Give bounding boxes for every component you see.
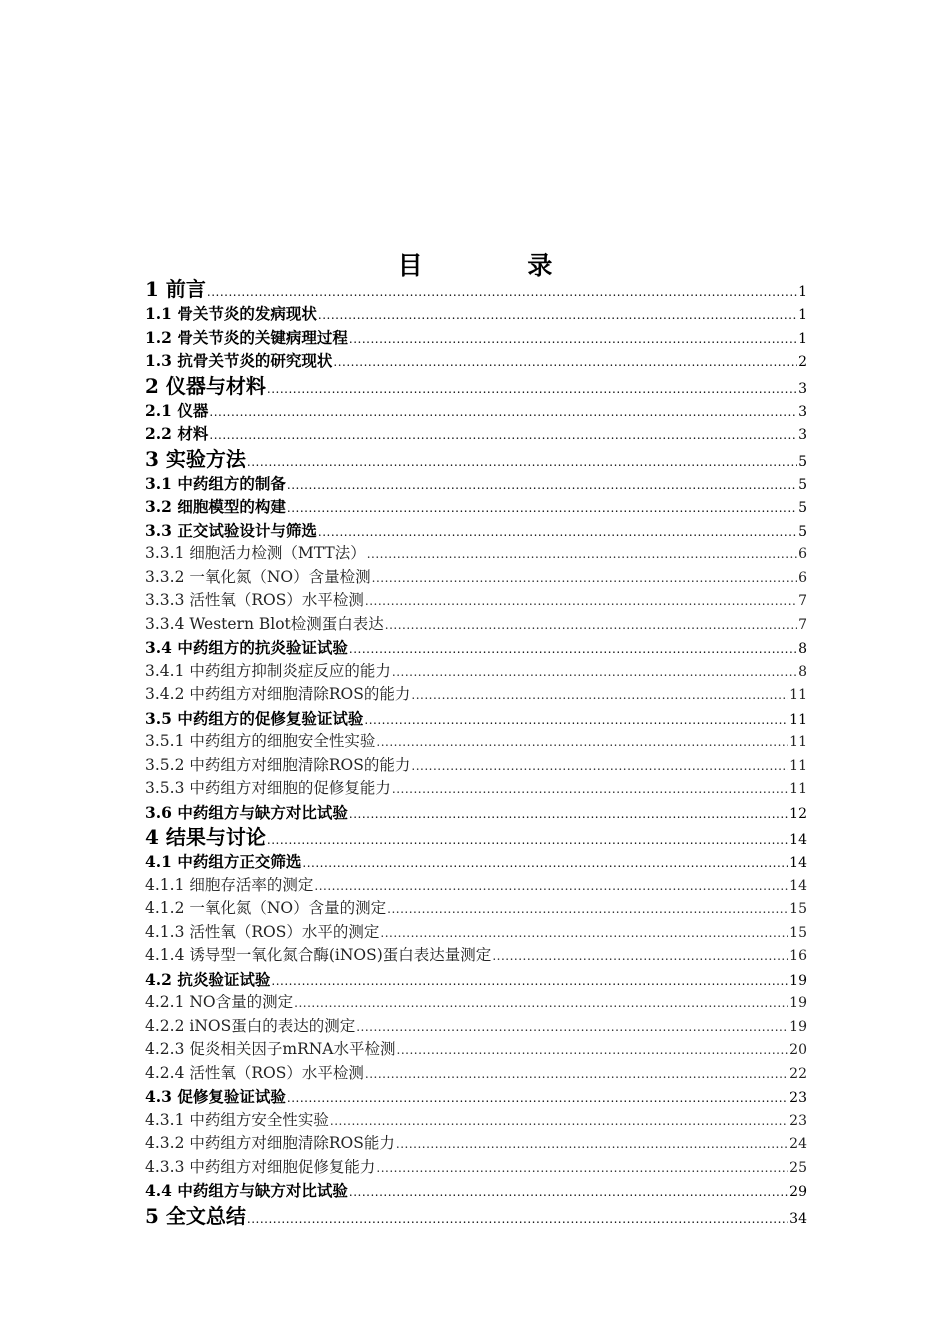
toc-entry[interactable] [145, 495, 807, 519]
toc-leader-dots [365, 1063, 788, 1086]
toc-entry[interactable] [145, 921, 807, 945]
toc-entry-page-number: 8 [798, 663, 807, 680]
toc-entry-page-number: 19 [789, 972, 807, 989]
toc-entry-page-number: 11 [789, 757, 807, 774]
toc-entry[interactable] [145, 349, 807, 373]
toc-entry-label: 3.6 中药组方与缺方对比试验 [145, 802, 348, 822]
toc-entry-page-number: 7 [798, 616, 807, 633]
toc-leader-dots [333, 351, 797, 373]
toc-entry[interactable] [145, 472, 807, 496]
toc-entry-page-number: 16 [789, 948, 807, 964]
toc-leader-dots [318, 304, 797, 326]
toc-leader-dots [287, 474, 797, 496]
toc-entry-label: 3.5.3 中药组方对细胞的促修复能力 [145, 779, 391, 797]
toc-leader-dots [294, 992, 788, 1015]
toc-entry-label: 1.1 骨关节炎的发病现状 [145, 304, 317, 323]
toc-entry-label: 2 仪器与材料 [145, 373, 266, 398]
toc-entry[interactable] [145, 422, 807, 446]
toc-entry[interactable] [145, 519, 807, 543]
toc-leader-dots [267, 827, 788, 850]
toc-leader-dots [396, 1133, 788, 1156]
toc-leader-dots [271, 970, 788, 992]
toc-entry-page-number: 3 [798, 380, 807, 397]
toc-entry-label: 4.1.2 一氧化氮（NO）含量的测定 [145, 899, 387, 917]
toc-entry-label: 3.4 中药组方的抗炎验证试验 [145, 638, 348, 657]
toc-entry[interactable] [145, 636, 807, 660]
toc-entry[interactable] [145, 660, 807, 684]
toc-entry-page-number: 1 [798, 330, 807, 347]
toc-entry-page-number: 19 [789, 1018, 807, 1035]
toc-leader-dots [267, 376, 797, 399]
toc-entry[interactable] [145, 589, 807, 613]
toc-entry-page-number: 3 [798, 427, 807, 443]
toc-entry-label: 3.3 正交试验设计与筛选 [145, 520, 317, 540]
toc-entry[interactable] [145, 1179, 807, 1203]
toc-leader-dots [392, 778, 788, 801]
toc-entry-label: 2.1 仪器 [145, 400, 209, 420]
toc-entry-page-number: 29 [789, 1184, 807, 1200]
toc-entry[interactable] [145, 991, 807, 1015]
toc-entry[interactable] [145, 1203, 807, 1229]
toc-entry-label: 4.3.2 中药组方对细胞清除ROS能力 [145, 1134, 395, 1152]
toc-entry[interactable] [145, 566, 807, 590]
toc-leader-dots [349, 803, 788, 825]
toc-entry-label: 4.2 抗炎验证试验 [145, 969, 271, 989]
toc-entry-page-number: 20 [789, 1042, 807, 1058]
toc-entry-page-number: 14 [789, 855, 807, 871]
toc-entry[interactable] [145, 874, 807, 898]
toc-entry-label: 4.2.2 iNOS蛋白的表达的测定 [145, 1016, 356, 1035]
toc-entry-label: 4.1.1 细胞存活率的测定 [145, 875, 314, 894]
toc-leader-dots [385, 614, 797, 637]
toc-leader-dots [349, 1181, 788, 1203]
toc-entry[interactable] [145, 1085, 807, 1109]
toc-leader-dots [207, 279, 797, 302]
toc-entry[interactable] [145, 754, 807, 778]
toc-entry[interactable] [145, 326, 807, 350]
toc-title: 目 录 [397, 251, 601, 280]
toc-entry-label: 3.3.4 Western Blot检测蛋白表达 [145, 614, 384, 633]
toc-entry-page-number: 12 [789, 805, 807, 822]
toc-entry-label: 4 结果与讨论 [145, 825, 266, 849]
table-of-contents [145, 276, 807, 1229]
toc-entry-page-number: 15 [789, 924, 807, 941]
toc-entry[interactable] [145, 542, 807, 566]
toc-leader-dots [411, 755, 788, 778]
toc-entry-label: 4.2.1 NO含量的测定 [145, 993, 294, 1011]
toc-entry-label: 4.2.4 活性氧（ROS）水平检测 [145, 1063, 364, 1082]
toc-entry-page-number: 14 [789, 832, 807, 848]
toc-leader-dots [397, 1039, 789, 1062]
toc-entry[interactable] [145, 730, 807, 754]
toc-leader-dots [365, 590, 797, 613]
toc-entry-label: 3.4.1 中药组方抑制炎症反应的能力 [145, 661, 391, 680]
toc-entry[interactable] [145, 1062, 807, 1086]
toc-entry-label: 3.2 细胞模型的构建 [145, 497, 286, 516]
toc-leader-dots [372, 567, 797, 590]
toc-entry-label: 3.5.2 中药组方对细胞清除ROS的能力 [145, 755, 411, 774]
toc-leader-dots [367, 543, 797, 566]
toc-entry-label: 4.4 中药组方与缺方对比试验 [145, 1181, 348, 1200]
toc-entry-label: 1.2 骨关节炎的关键病理过程 [145, 327, 348, 347]
toc-entry-page-number: 25 [789, 1159, 807, 1176]
toc-entry-label: 2.2 材料 [145, 424, 209, 443]
toc-entry-page-number: 3 [798, 403, 807, 420]
toc-entry-page-number: 23 [789, 1112, 807, 1129]
toc-leader-dots [247, 1206, 788, 1229]
toc-entry[interactable] [145, 446, 807, 472]
toc-leader-dots [349, 328, 797, 350]
toc-leader-dots [318, 521, 797, 543]
toc-leader-dots [287, 1087, 788, 1109]
toc-entry-page-number: 1 [798, 284, 807, 300]
toc-entry-label: 3.3.3 活性氧（ROS）水平检测 [145, 591, 364, 609]
toc-entry[interactable] [145, 944, 807, 968]
toc-leader-dots [209, 424, 797, 446]
toc-entry[interactable] [145, 1038, 807, 1062]
toc-entry-label: 3.3.1 细胞活力检测（MTT法） [145, 544, 366, 562]
toc-entry[interactable] [145, 1156, 807, 1180]
toc-entry-label: 4.2.3 促炎相关因子mRNA水平检测 [145, 1040, 396, 1058]
toc-entry[interactable] [145, 613, 807, 637]
toc-entry-page-number: 11 [789, 734, 807, 750]
toc-entry[interactable] [145, 276, 807, 302]
toc-entry-label: 5 全文总结 [145, 1203, 246, 1228]
toc-entry[interactable] [145, 373, 807, 399]
toc-entry-page-number: 22 [789, 1065, 807, 1082]
toc-entry-page-number: 6 [798, 546, 807, 562]
toc-entry[interactable] [145, 1132, 807, 1156]
toc-entry-label: 4.1.4 诱导型一氧化氮合酶(iNOS)蛋白表达量测定 [145, 946, 492, 964]
toc-leader-dots [376, 1157, 788, 1180]
toc-entry[interactable] [145, 707, 807, 731]
toc-entry[interactable] [145, 399, 807, 423]
toc-entry-label: 3.5.1 中药组方的细胞安全性实验 [145, 732, 376, 750]
toc-entry-page-number: 2 [798, 354, 807, 370]
toc-leader-dots [411, 684, 788, 707]
toc-entry-label: 4.3 促修复验证试验 [145, 1087, 286, 1106]
toc-leader-dots [387, 898, 788, 921]
toc-leader-dots [492, 945, 788, 968]
toc-entry-page-number: 5 [798, 476, 807, 493]
toc-entry-page-number: 11 [789, 781, 807, 797]
toc-entry-label: 4.3.3 中药组方对细胞促修复能力 [145, 1157, 376, 1176]
toc-entry-page-number: 5 [798, 453, 807, 470]
toc-entry[interactable] [145, 897, 807, 921]
toc-entry[interactable] [145, 850, 807, 874]
toc-entry[interactable] [145, 801, 807, 825]
toc-entry-page-number: 19 [789, 995, 807, 1011]
toc-entry-label: 3.1 中药组方的制备 [145, 473, 286, 493]
toc-entry-label: 3 实验方法 [145, 446, 246, 471]
toc-entry-page-number: 34 [789, 1210, 807, 1227]
toc-entry-page-number: 8 [798, 641, 807, 657]
toc-leader-dots [247, 449, 797, 472]
toc-entry-label: 1.3 抗骨关节炎的研究现状 [145, 351, 333, 370]
toc-entry[interactable] [145, 777, 807, 801]
toc-entry[interactable] [145, 1109, 807, 1133]
toc-leader-dots [356, 1016, 788, 1039]
toc-entry-label: 4.1 中药组方正交筛选 [145, 852, 302, 871]
toc-entry[interactable] [145, 302, 807, 326]
toc-entry-page-number: 7 [798, 593, 807, 609]
toc-entry-label: 3.4.2 中药组方对细胞清除ROS的能力 [145, 685, 411, 703]
toc-entry[interactable] [145, 683, 807, 707]
toc-leader-dots [364, 709, 788, 731]
toc-entry-page-number: 5 [798, 500, 807, 516]
toc-entry-label: 4.3.1 中药组方安全性实验 [145, 1110, 329, 1129]
toc-entry-label: 3.3.2 一氧化氮（NO）含量检测 [145, 567, 371, 586]
toc-leader-dots [376, 731, 788, 754]
toc-entry[interactable] [145, 824, 807, 850]
toc-leader-dots [209, 401, 797, 423]
toc-entry-page-number: 15 [789, 901, 807, 917]
toc-leader-dots [349, 638, 797, 660]
toc-entry-page-number: 23 [789, 1090, 807, 1106]
toc-entry[interactable] [145, 1015, 807, 1039]
toc-entry-page-number: 1 [798, 307, 807, 323]
toc-entry-page-number: 14 [789, 877, 807, 894]
toc-entry-page-number: 5 [798, 523, 807, 540]
toc-leader-dots [392, 661, 797, 684]
toc-leader-dots [330, 1110, 788, 1133]
toc-leader-dots [314, 875, 788, 898]
toc-entry[interactable] [145, 968, 807, 992]
toc-leader-dots [380, 922, 788, 945]
toc-leader-dots [302, 852, 788, 874]
toc-entry-label: 1 前言 [145, 277, 206, 301]
toc-entry-page-number: 24 [789, 1136, 807, 1152]
toc-entry-page-number: 11 [789, 687, 807, 703]
toc-entry-label: 3.5 中药组方的促修复验证试验 [145, 708, 364, 728]
toc-entry-page-number: 11 [789, 711, 807, 728]
toc-entry-page-number: 6 [798, 569, 807, 586]
toc-entry-label: 4.1.3 活性氧（ROS）水平的测定 [145, 922, 380, 941]
toc-leader-dots [287, 497, 797, 519]
